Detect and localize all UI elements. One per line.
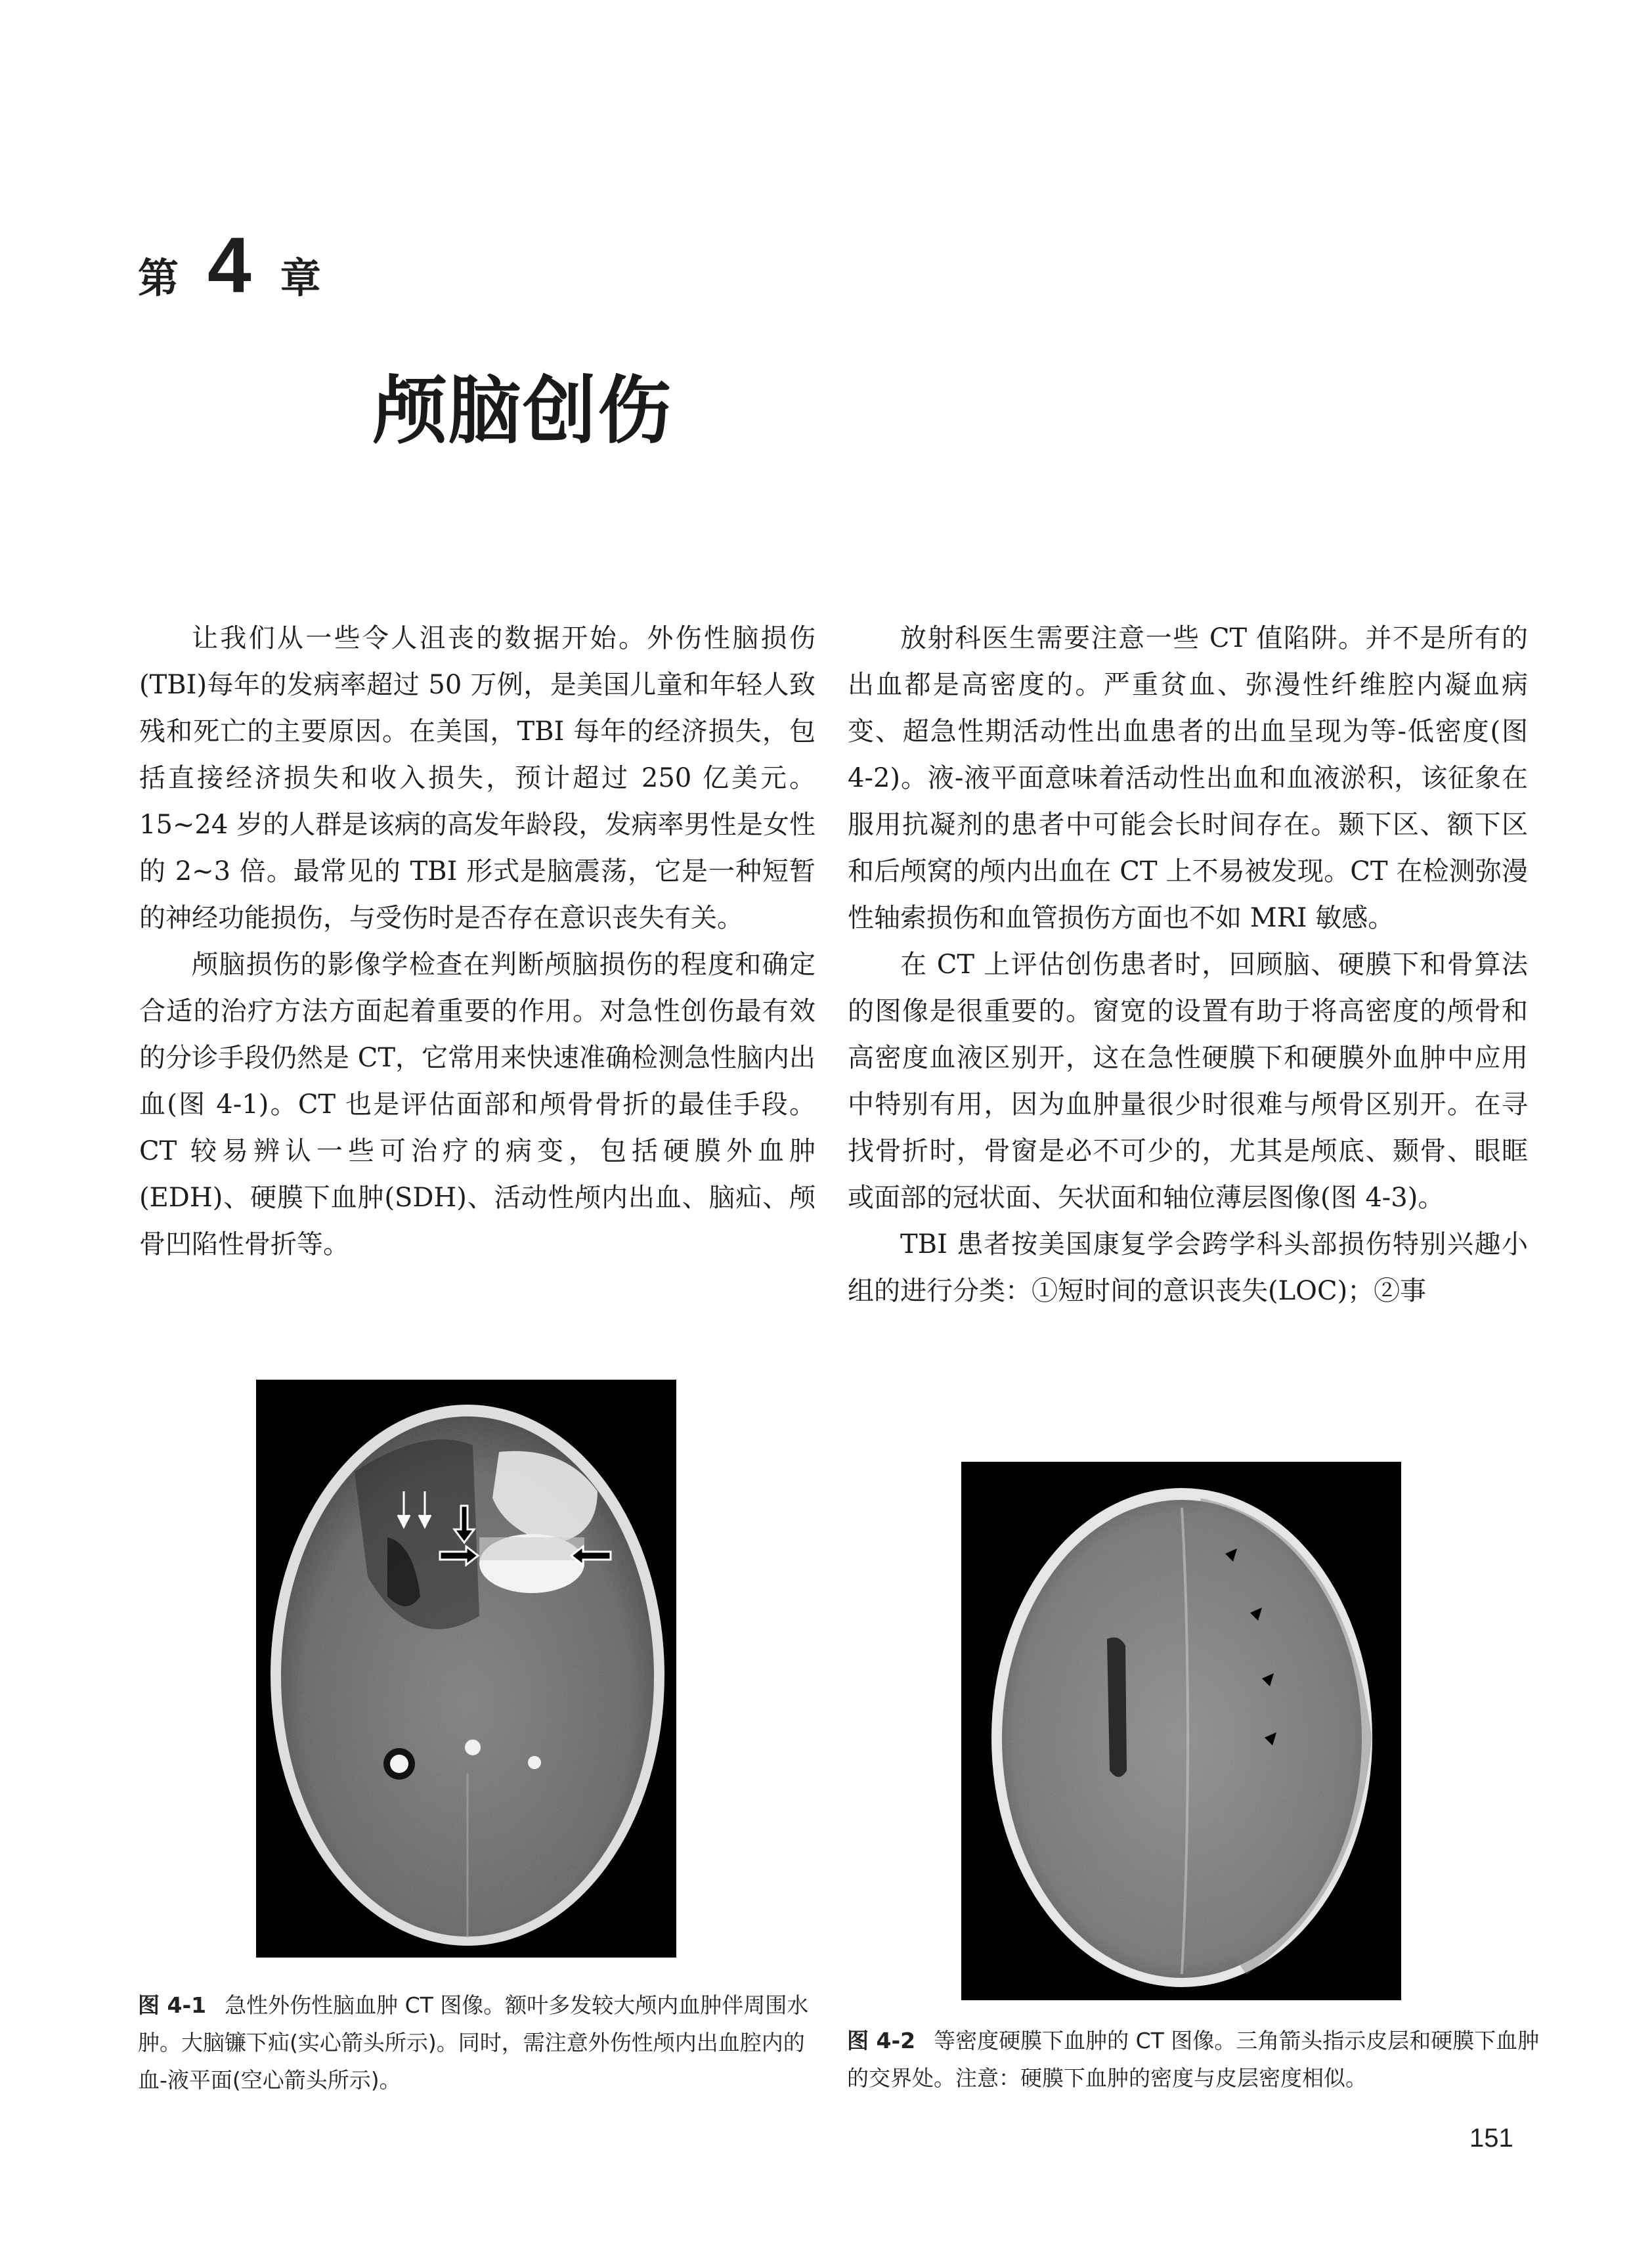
left-text-column [139, 615, 815, 1268]
paragraph: 让我们从一些令人沮丧的数据开始。外伤性脑损伤(TBI)每年的发病率超过 50 万例，是美国儿童和年轻人致残和死亡的主要原因。在美国，TBI 每年的经济损失，包括直接经济损失和收入损失，预计超过 250 亿美元。15~24 岁的人群是该病的高发年龄段，发病率男性是女性的 2~3 倍。最常见的 TBI 形式是脑震荡，它是一种短暂的神经功能损伤，与受伤时是否存在意识丧失有关。 [139, 623, 815, 933]
paragraph: 颅脑损伤的影像学检查在判断颅脑损伤的程度和确定合适的治疗方法方面起着重要的作用。对急性创伤最有效的分诊手段仍然是 CT，它常用来快速准确检测急性脑内出血(图 4-1)。CT 也是评估面部和颅骨骨折的最佳手段。CT 较易辨认一些可治疗的病变，包括硬膜外血肿(EDH)、硬膜下血肿(SDH)、活动性颅内出血、脑疝、颅骨凹陷性骨折等。 [139, 950, 815, 1260]
figure-4-1-ct-image [256, 1380, 676, 1958]
caption-text: 急性外伤性脑血肿 CT 图像。额叶多发较大颅内血肿伴周围水肿。大脑镰下疝(实心箭头所示)。同时，需注意外伤性颅内出血腔内的血-液平面(空心箭头所示)。 [138, 1992, 809, 2093]
figure-4-2-caption [847, 2022, 1543, 2097]
chapter-number: 4 [207, 221, 251, 309]
chapter-title: 颅脑创伤 [373, 368, 672, 454]
paragraph: 放射科医生需要注意一些 CT 值陷阱。并不是所有的出血都是高密度的。严重贫血、弥漫性纤维腔内凝血病变、超急性期活动性出血患者的出血呈现为等-低密度(图 4-2)。液-液平面意味着活动性出血和血液淤积，该征象在服用抗凝剂的患者中可能会长时间存在。颞下区、额下区和后颅窝的颅内出血在 CT 上不易被发现。CT 在检测弥漫性轴索损伤和血管损伤方面也不如 MRI 敏感。 [848, 623, 1528, 933]
chapter-prefix: 第 [138, 254, 179, 302]
right-text-column [848, 615, 1528, 1315]
figure-label: 图 4-2 [847, 2028, 916, 2053]
paragraph: TBI 患者按美国康复学会跨学科头部损伤特别兴趣小组的进行分类：①短时间的意识丧失(LOC)；②事 [848, 1229, 1528, 1306]
figure-4-1-caption [138, 1986, 821, 2099]
caption-text: 等密度硬膜下血肿的 CT 图像。三角箭头指示皮层和硬膜下血肿的交界处。注意：硬膜下血肿的密度与皮层密度相似。 [847, 2028, 1540, 2091]
figure-label: 图 4-1 [138, 1992, 207, 2018]
figure-4-2-ct-image [961, 1462, 1401, 2000]
chapter-suffix: 章 [280, 254, 321, 302]
page-number: 151 [1469, 2124, 1513, 2153]
chapter-heading [138, 220, 321, 311]
paragraph: 在 CT 上评估创伤患者时，回顾脑、硬膜下和骨算法的图像是很重要的。窗宽的设置有助于将高密度的颅骨和高密度血液区别开，这在急性硬膜下和硬膜外血肿中应用中特别有用，因为血肿量很少时很难与颅骨区别开。在寻找骨折时，骨窗是必不可少的，尤其是颅底、颞骨、眼眶或面部的冠状面、矢状面和轴位薄层图像(图 4-3)。 [848, 950, 1528, 1213]
